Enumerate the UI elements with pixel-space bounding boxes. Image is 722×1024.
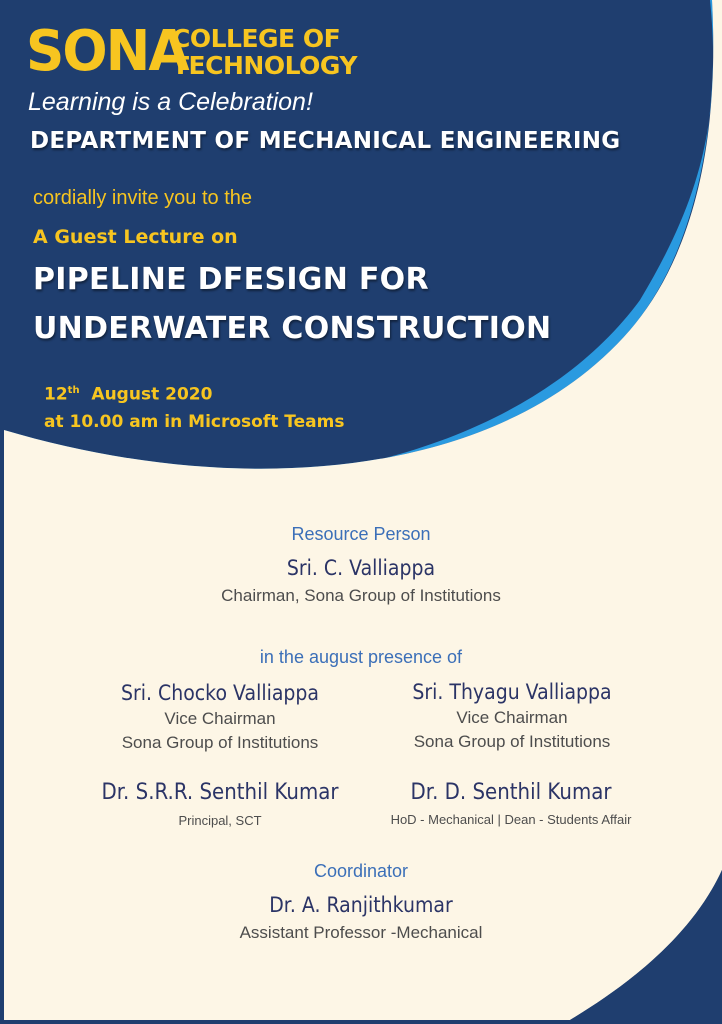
logo-sona: SONA [26,19,188,84]
event-time-venue: at 10.00 am in Microsoft Teams [44,411,345,432]
person-title: Vice Chairman [456,708,568,727]
person-org: Sona Group of Institutions [121,733,319,752]
presence-heading: in the august presence of [259,647,463,667]
logo-line-1: COLLEGE OF [172,24,341,53]
person-card [70,780,370,828]
person-card [361,780,661,827]
person-card [382,680,642,752]
invite-text: cordially invite you to the [33,187,253,209]
event-month-year: August 2020 [91,384,213,405]
person-name: Sri. Chocko Valliappa [121,681,319,705]
resource-name: Sri. C. Valliappa [286,556,436,580]
event-date-time [44,377,344,436]
logo-line-2: TECHNOLOGY [172,51,357,80]
person-org: Sona Group of Institutions [413,732,611,751]
coordinator-role: Assistant Professor -Mechanical [239,923,483,942]
lecture-title-line-1: PIPELINE DFESIGN FOR [33,262,429,297]
college-tagline: Learning is a Celebration! [28,88,313,116]
coordinator-heading: Coordinator [313,861,409,881]
person-name: Dr. D. Senthil Kumar [410,780,612,805]
event-date [44,377,344,409]
person-title: Vice Chairman [164,709,276,728]
person-card [90,681,350,753]
department-heading: DEPARTMENT OF MECHANICAL ENGINEERING [30,128,621,154]
lecture-title-line-2: UNDERWATER CONSTRUCTION [33,311,552,346]
event-day: 12 [44,384,68,405]
coordinator-name: Dr. A. Ranjithkumar [269,893,453,917]
resource-heading: Resource Person [291,524,431,544]
event-day-suffix: th [67,385,80,396]
person-title: Principal, SCT [178,813,262,828]
person-title: HoD - Mechanical | Dean - Students Affair [390,812,632,827]
person-name: Sri. Thyagu Valliappa [412,680,612,704]
person-name: Dr. S.R.R. Senthil Kumar [101,780,339,805]
lecture-label: A Guest Lecture on [33,226,238,248]
logo-college-technology [172,25,357,79]
resource-role: Chairman, Sona Group of Institutions [221,586,501,605]
